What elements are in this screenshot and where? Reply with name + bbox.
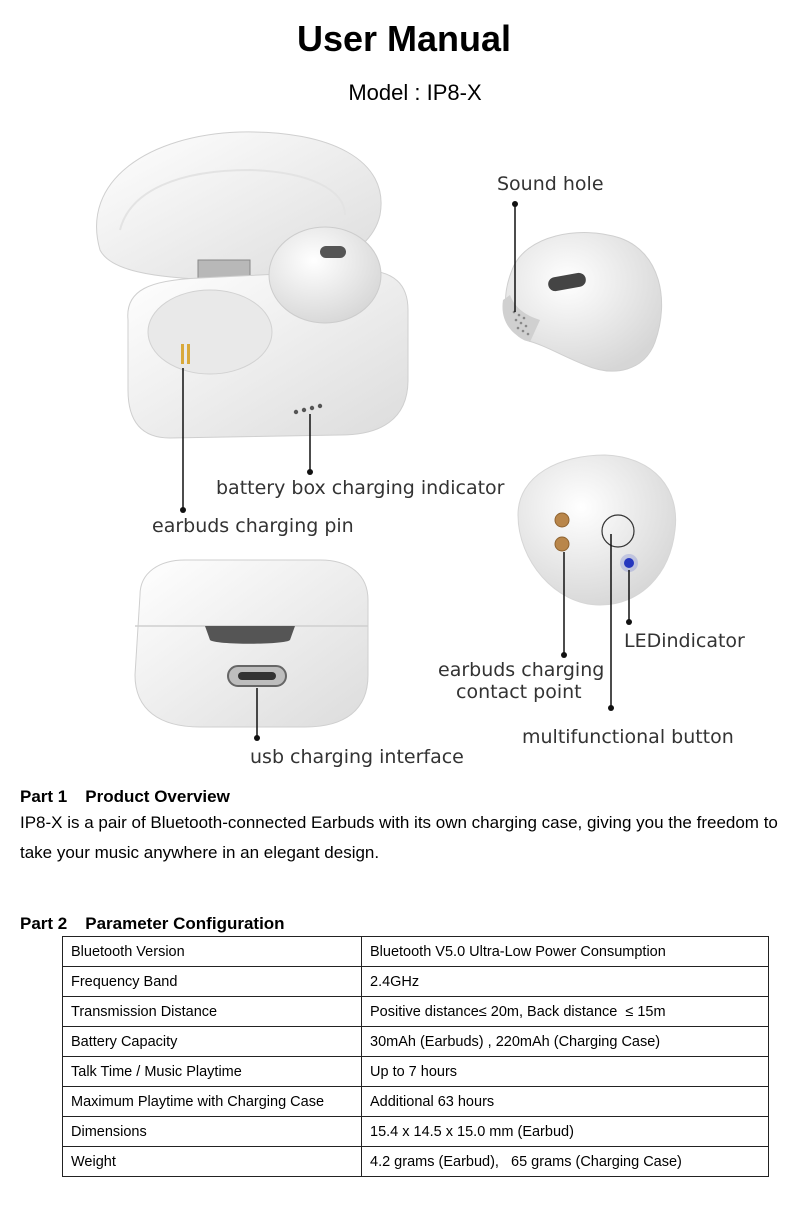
parameter-table [62, 936, 769, 1177]
param-value: Up to 7 hours [362, 1057, 769, 1087]
param-value: Additional 63 hours [362, 1087, 769, 1117]
part1-number: Part 1 [20, 787, 68, 806]
model-subtitle: Model : IP8-X [348, 80, 482, 105]
part1-heading [20, 787, 230, 807]
param-value: 2.4GHz [362, 967, 769, 997]
param-value: 15.4 x 14.5 x 15.0 mm (Earbud) [362, 1117, 769, 1147]
label-multifunction-button: multifunctional button [522, 726, 734, 748]
table-row [63, 1027, 769, 1057]
param-key: Bluetooth Version [63, 937, 362, 967]
param-key: Weight [63, 1147, 362, 1177]
label-sound-hole: Sound hole [497, 173, 604, 195]
earbud-back-illustration [518, 455, 676, 605]
table-row [63, 1147, 769, 1177]
label-contact-point-line2: contact point [456, 681, 582, 703]
param-key: Maximum Playtime with Charging Case [63, 1087, 362, 1117]
table-row [63, 1057, 769, 1087]
part1-title: Product Overview [85, 787, 230, 806]
label-charging-pin: earbuds charging pin [152, 515, 354, 537]
part2-title: Parameter Configuration [85, 914, 285, 933]
param-value: 30mAh (Earbuds) , 220mAh (Charging Case) [362, 1027, 769, 1057]
param-key: Talk Time / Music Playtime [63, 1057, 362, 1087]
param-value: Bluetooth V5.0 Ultra-Low Power Consumption [362, 937, 769, 967]
label-battery-indicator: battery box charging indicator [216, 477, 505, 499]
table-row [63, 1117, 769, 1147]
part1-body: IP8-X is a pair of Bluetooth-connected Earbuds with its own charging case, giving you the freedom to take your music anywhere in an elegant design. [20, 813, 778, 862]
label-led-indicator: LEDindicator [624, 630, 745, 652]
earbud-sound-hole-illustration [502, 233, 661, 372]
part2-heading [20, 914, 285, 934]
part2-number: Part 2 [20, 914, 68, 933]
param-key: Transmission Distance [63, 997, 362, 1027]
label-contact-point-line1: earbuds charging [438, 659, 605, 681]
param-value: 4.2 grams (Earbud), 65 grams (Charging Case) [362, 1147, 769, 1177]
param-value: Positive distance≤ 20m, Back distance ≤ 15m [362, 997, 769, 1027]
page-title: User Manual [296, 18, 512, 59]
open-case-illustration [97, 132, 408, 438]
table-row [63, 967, 769, 997]
table-row [63, 1087, 769, 1117]
table-row [63, 937, 769, 967]
closed-case-illustration [135, 560, 368, 727]
product-diagram [0, 120, 808, 770]
label-usb-interface: usb charging interface [250, 746, 464, 768]
param-key: Frequency Band [63, 967, 362, 997]
param-key: Battery Capacity [63, 1027, 362, 1057]
param-key: Dimensions [63, 1117, 362, 1147]
table-row [63, 997, 769, 1027]
